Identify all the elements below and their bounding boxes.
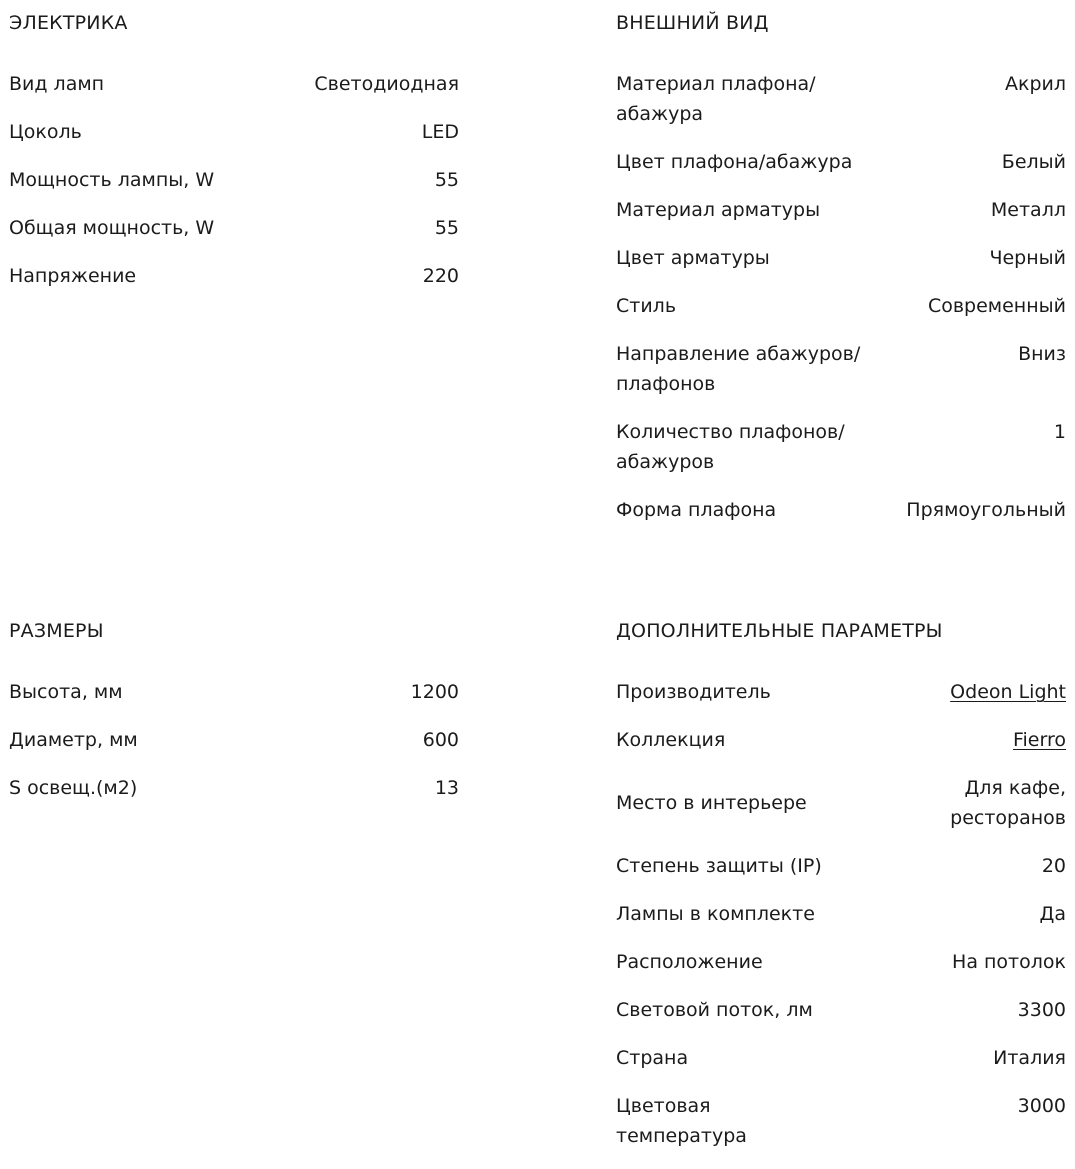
spec-value: LED xyxy=(421,121,459,143)
spec-label: Напряжение xyxy=(9,265,137,287)
spec-value: Металл xyxy=(990,199,1066,221)
spec-label: Диаметр, мм xyxy=(9,729,138,751)
spec-value: Светодиодная xyxy=(314,73,459,95)
appearance-list xyxy=(616,69,1066,525)
spec-value: 600 xyxy=(422,729,459,751)
spec-value: Италия xyxy=(993,1047,1066,1069)
spec-row-style xyxy=(616,291,1066,321)
spec-label: Материал арматуры xyxy=(616,199,821,221)
appearance-title: ВНЕШНИЙ ВИД xyxy=(616,12,769,34)
spec-label: Цвет арматуры xyxy=(616,247,770,269)
spec-row-height xyxy=(9,677,459,707)
spec-row-lamp-power xyxy=(9,165,459,195)
spec-value: Черный xyxy=(989,247,1066,269)
sizes-title: РАЗМЕРЫ xyxy=(9,620,104,642)
spec-label: Расположение xyxy=(616,951,763,973)
spec-row-shade-shape xyxy=(616,495,1066,525)
spec-label: Форма плафона xyxy=(616,499,777,521)
spec-label: Мощность лампы, W xyxy=(9,169,215,191)
spec-row-luminous-flux xyxy=(616,995,1066,1025)
spec-value: 20 xyxy=(1041,855,1066,877)
manufacturer-link[interactable]: Odeon Light xyxy=(950,681,1066,703)
spec-label: Общая мощность, W xyxy=(9,217,215,239)
spec-value: Прямоугольный xyxy=(906,499,1066,521)
spec-label: Световой поток, лм xyxy=(616,999,813,1021)
spec-label: Материал плафона/ абажура xyxy=(616,73,816,125)
spec-row-area xyxy=(9,773,459,803)
spec-row-ip-rating xyxy=(616,851,1066,881)
spec-label: Лампы в комплекте xyxy=(616,903,815,925)
spec-row-interior-place xyxy=(616,773,1066,833)
spec-row-lamps-included xyxy=(616,899,1066,929)
spec-value: Вниз xyxy=(1018,343,1066,365)
spec-row-total-power xyxy=(9,213,459,243)
sizes-section xyxy=(9,616,459,821)
spec-value: 55 xyxy=(434,169,459,191)
electrics-title: ЭЛЕКТРИКА xyxy=(9,12,128,34)
appearance-section xyxy=(616,8,1066,543)
spec-label: Цветовая температура xyxy=(616,1095,747,1147)
spec-label: Высота, мм xyxy=(9,681,123,703)
spec-label: Количество плафонов/ абажуров xyxy=(616,421,845,473)
electrics-section xyxy=(9,8,459,309)
spec-value: Для кафе, ресторанов xyxy=(950,777,1066,829)
spec-row-frame-color xyxy=(616,243,1066,273)
spec-label: Место в интерьере xyxy=(616,792,807,814)
spec-label: Вид ламп xyxy=(9,73,105,95)
spec-value: На потолок xyxy=(952,951,1066,973)
spec-value: 1 xyxy=(1053,421,1066,443)
spec-value: 3000 xyxy=(1017,1095,1066,1117)
spec-value: 220 xyxy=(422,265,459,287)
spec-value: Акрил xyxy=(1004,73,1066,95)
spec-value: Современный xyxy=(927,295,1066,317)
collection-link[interactable]: Fierro xyxy=(1012,729,1066,751)
spec-label: Стиль xyxy=(616,295,677,317)
spec-row-voltage xyxy=(9,261,459,291)
extra-section xyxy=(616,616,1066,1169)
spec-label: Коллекция xyxy=(616,729,726,751)
spec-row-placement xyxy=(616,947,1066,977)
spec-label: S освещ.(м2) xyxy=(9,777,138,799)
spec-value: 55 xyxy=(434,217,459,239)
spec-label: Производитель xyxy=(616,681,771,703)
electrics-list xyxy=(9,69,459,291)
spec-row-shade-count xyxy=(616,417,1066,477)
spec-row-shade-direction xyxy=(616,339,1066,399)
spec-row-socket xyxy=(9,117,459,147)
spec-label: Степень защиты (IP) xyxy=(616,855,822,877)
extra-list xyxy=(616,677,1066,1151)
spec-row-manufacturer xyxy=(616,677,1066,707)
spec-label: Цоколь xyxy=(9,121,82,143)
spec-value: Да xyxy=(1039,903,1066,925)
spec-row-shade-color xyxy=(616,147,1066,177)
spec-label: Страна xyxy=(616,1047,689,1069)
extra-title: ДОПОЛНИТЕЛЬНЫЕ ПАРАМЕТРЫ xyxy=(616,620,943,642)
spec-row-shade-material xyxy=(616,69,1066,129)
spec-row-country xyxy=(616,1043,1066,1073)
spec-row-lamp-type xyxy=(9,69,459,99)
spec-row-diameter xyxy=(9,725,459,755)
spec-row-collection xyxy=(616,725,1066,755)
sizes-list xyxy=(9,677,459,803)
spec-value: 13 xyxy=(434,777,459,799)
spec-row-color-temperature xyxy=(616,1091,1066,1151)
spec-value: Белый xyxy=(1001,151,1066,173)
spec-row-frame-material xyxy=(616,195,1066,225)
spec-label: Направление абажуров/ плафонов xyxy=(616,343,861,395)
spec-value: 3300 xyxy=(1017,999,1066,1021)
spec-label: Цвет плафона/абажура xyxy=(616,151,853,173)
spec-value: 1200 xyxy=(410,681,459,703)
